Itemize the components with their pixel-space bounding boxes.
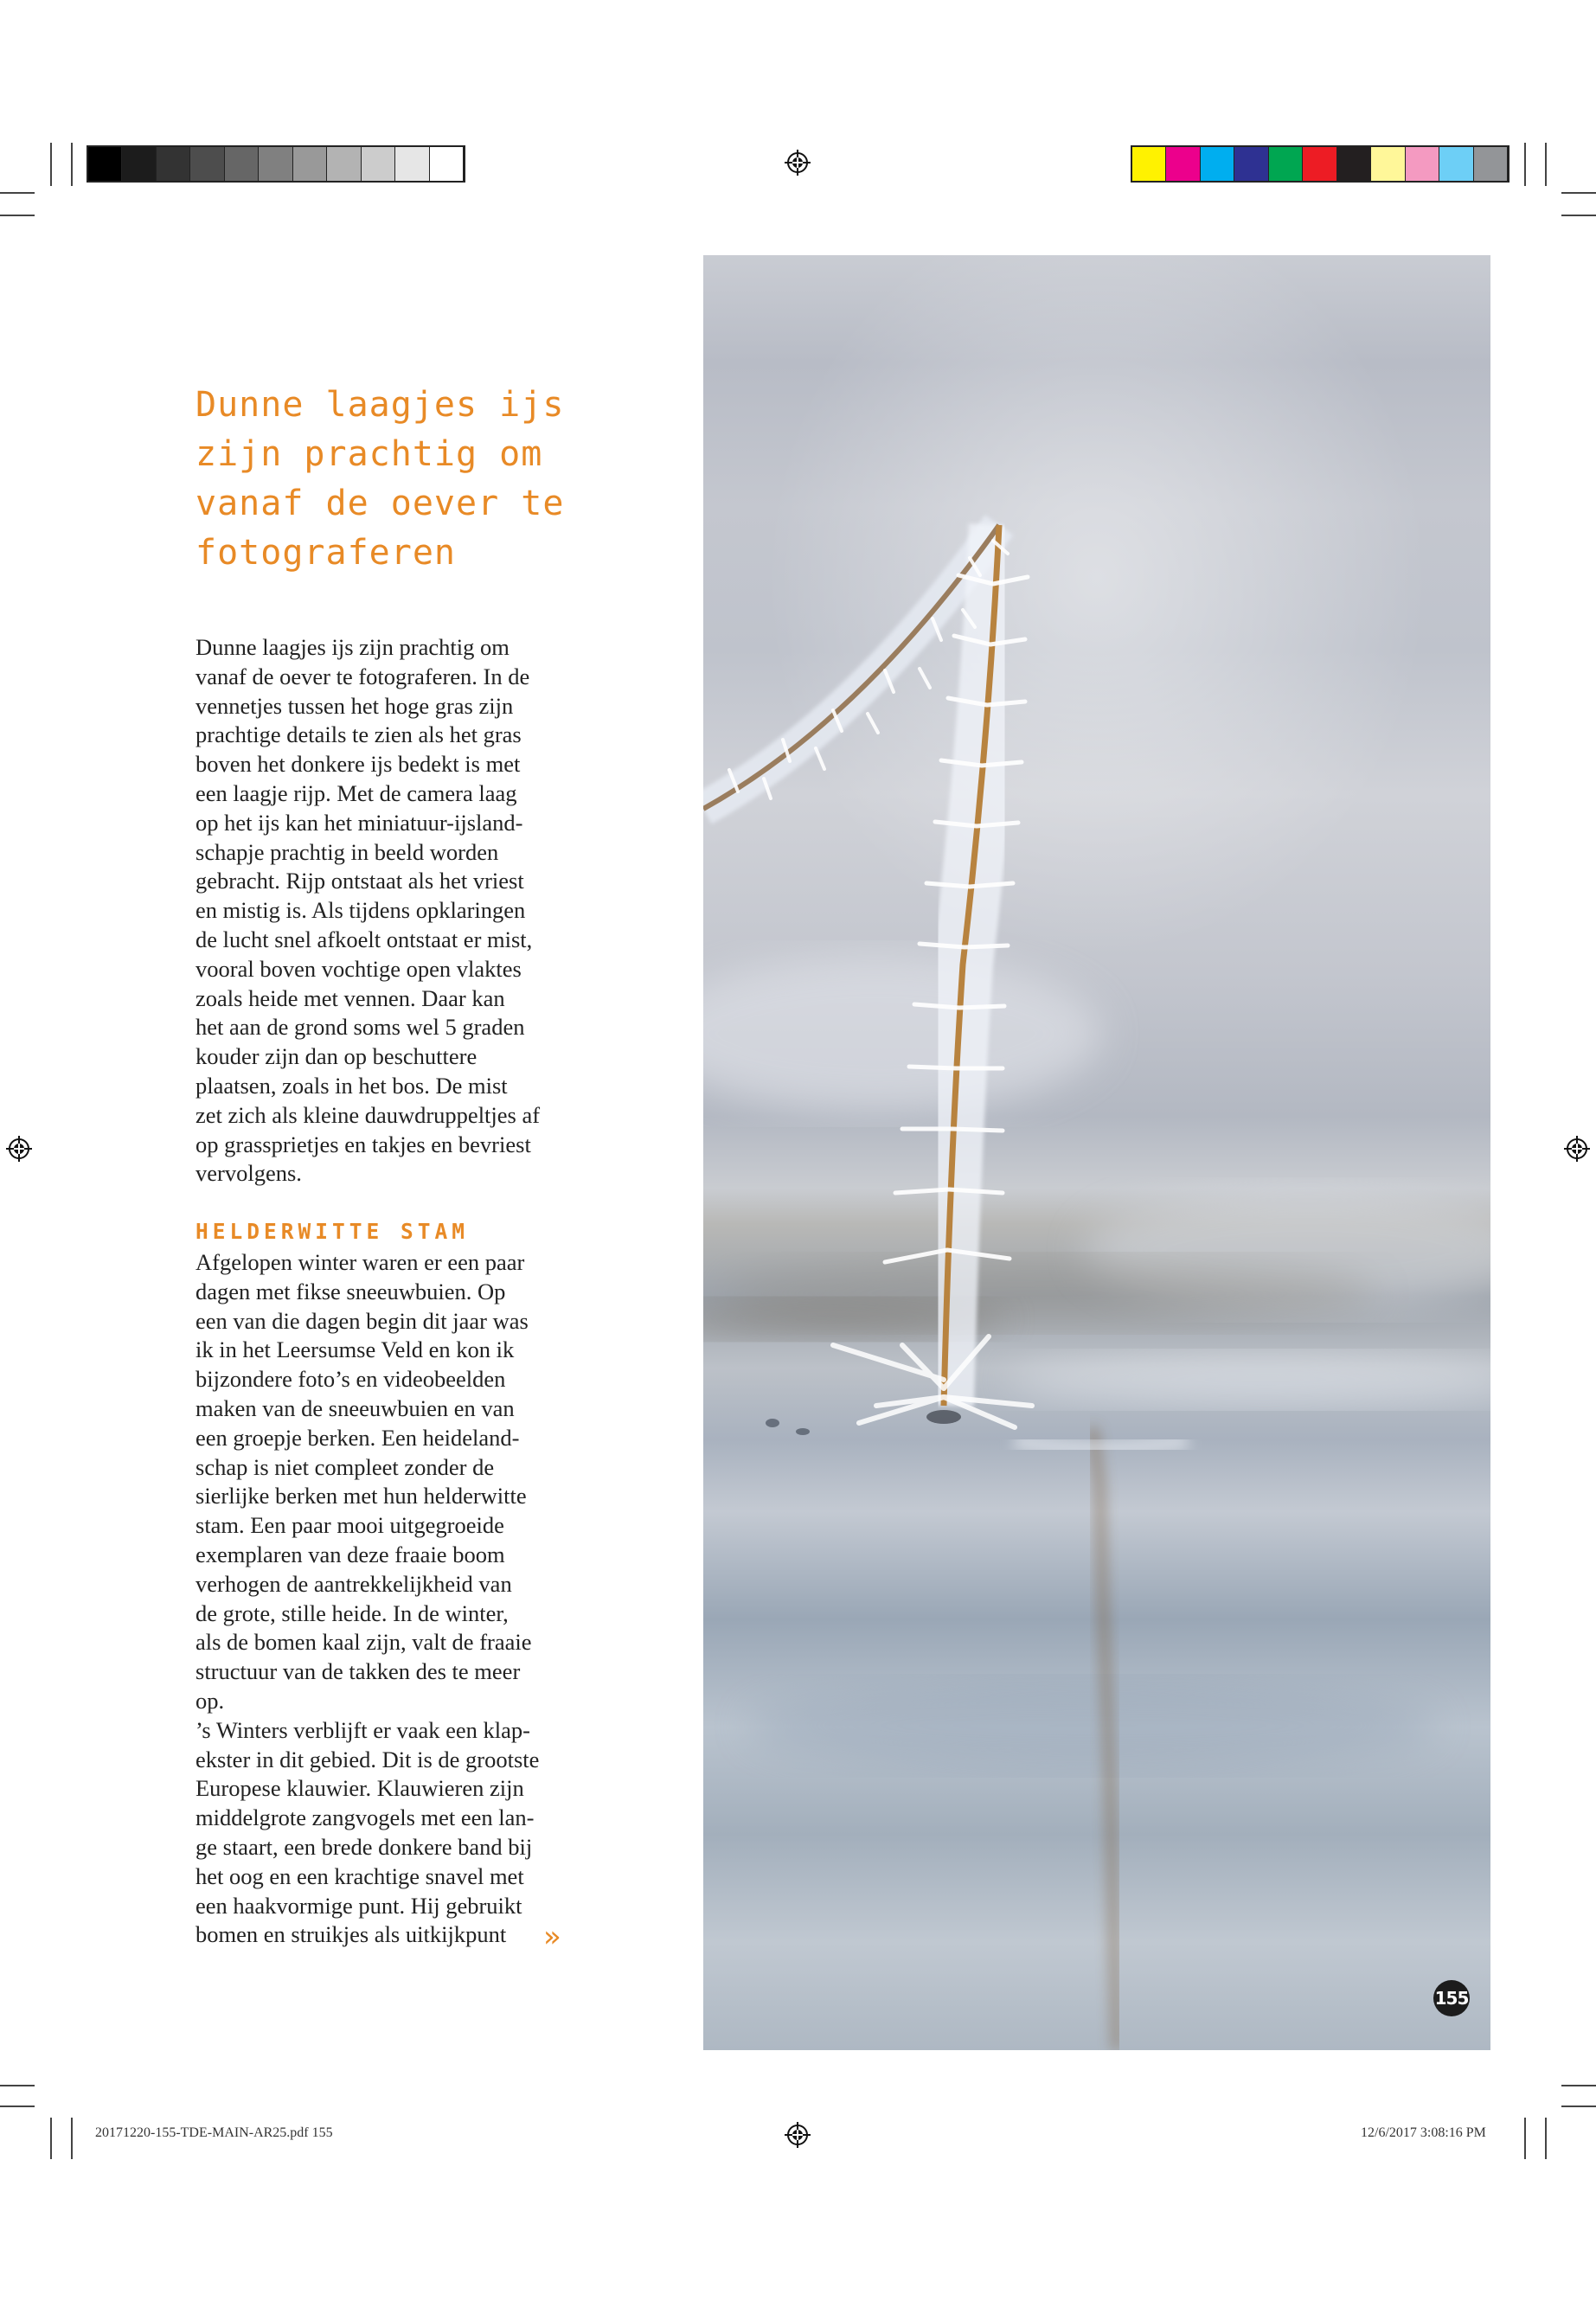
crop-mark (0, 192, 35, 194)
crop-mark (1545, 2118, 1547, 2159)
color-swatch (190, 147, 224, 181)
color-swatch (1269, 147, 1303, 181)
color-swatch (327, 147, 361, 181)
section-subhead: HELDERWITTE STAM (195, 1219, 470, 1244)
color-swatch (1201, 147, 1234, 181)
color-swatch (293, 147, 327, 181)
color-swatch (157, 147, 190, 181)
color-swatch (259, 147, 292, 181)
registration-mark-icon (6, 1136, 32, 1162)
body-paragraph-1: Dunne laagjes ijs zijn prachtig om vanaf de oever te fotograferen. In de vennetjes tussen het hoge gras zijn prachtige details te zien als het gras boven het donkere ijs bedekt is met een laagje rijp. Met de camera laag op het ijs kan het miniatuur-ijsland- schapje prachtig in beeld worden gebracht. Rijp ontstaat als het vriest en mistig is. Als tijdens opklaringen de lucht snel afkoelt ontstaat er mist, vooral boven vochtige open vlaktes zoals heide met vennen. Daar kan het aan de grond soms wel 5 graden kouder zijn dan op beschuttere plaatsen, zoals in het bos. De mist zet zich als kleine dauwdruppeltjes af op grassprietjes en takjes en bevriest vervolgens. (195, 634, 541, 1187)
grayscale-color-bar (87, 145, 465, 183)
crop-mark (50, 143, 52, 186)
color-swatch (1337, 147, 1371, 181)
headline-line: Dunne laagjes ijs (195, 385, 565, 425)
crop-mark (1524, 143, 1526, 186)
color-swatch (430, 147, 464, 181)
crop-mark (1561, 192, 1596, 194)
color-swatch (1166, 147, 1200, 181)
crop-mark (1545, 143, 1547, 186)
crop-mark (50, 2118, 52, 2159)
color-swatch (362, 147, 395, 181)
frost-grass-photo (703, 255, 1490, 2050)
color-swatch (1406, 147, 1439, 181)
color-swatch (1132, 147, 1166, 181)
registration-mark-icon (1564, 1136, 1590, 1162)
color-swatch (88, 147, 122, 181)
color-swatch (395, 147, 429, 181)
crop-mark (0, 215, 35, 216)
color-swatch (122, 147, 156, 181)
frost-grass-illustration (703, 255, 1490, 2050)
headline-line: zijn prachtig om (195, 434, 543, 474)
slug-timestamp: 12/6/2017 3:08:16 PM (1361, 2125, 1486, 2140)
page-number-badge: 155 (1433, 1980, 1470, 2016)
crop-mark (1524, 2118, 1526, 2159)
body-paragraph-2: Afgelopen winter waren er een paar dagen met fikse sneeuwbuien. Op een van die dagen begin dit jaar was ik in het Leersumse Veld en kon ik bijzondere foto’s en videobeelden maken van de sneeuwbuien en van een groepje berken. Een heideland- schap is niet compleet zonder de sierlijke berken met hun helderwitte stam. Een paar mooi uitgegroeide exemplaren van deze fraaie boom verhogen de aantrekkelijkheid van de grote, stille heide. In de winter, als de bomen kaal zijn, valt de fraaie structuur van de takken des te meer op. ’s Winters verblijft er vaak een klap- ekster in dit gebied. Dit is de grootste Europese klauwier. Klauwieren zijn middelgrote zangvogels met een lan- ge staart, een brede donkere band bij het oog en een krachtige snavel met een haakvormige punt. Hij gebruikt bomen en struikjes als uitkijkpunt (195, 1249, 540, 1948)
crop-mark (0, 2085, 35, 2086)
registration-mark-icon (785, 150, 811, 176)
crop-mark (71, 143, 73, 186)
headline (195, 381, 576, 578)
process-color-bar (1131, 145, 1509, 183)
slug-filename: 20171220-155-TDE-MAIN-AR25.pdf 155 (95, 2125, 333, 2140)
registration-mark-icon (785, 2122, 811, 2148)
color-swatch (1474, 147, 1508, 181)
color-swatch (1439, 147, 1473, 181)
color-swatch (1371, 147, 1405, 181)
color-swatch (225, 147, 259, 181)
double-chevron-right-icon: » (543, 1920, 561, 1954)
crop-mark (1561, 2085, 1596, 2086)
crop-mark (1561, 215, 1596, 216)
headline-line: fotograferen (195, 533, 456, 573)
crop-mark (71, 2118, 73, 2159)
crop-mark (1561, 2106, 1596, 2107)
crop-mark (0, 2106, 35, 2107)
color-swatch (1303, 147, 1336, 181)
color-swatch (1234, 147, 1268, 181)
headline-line: vanaf de oever te (195, 484, 565, 523)
